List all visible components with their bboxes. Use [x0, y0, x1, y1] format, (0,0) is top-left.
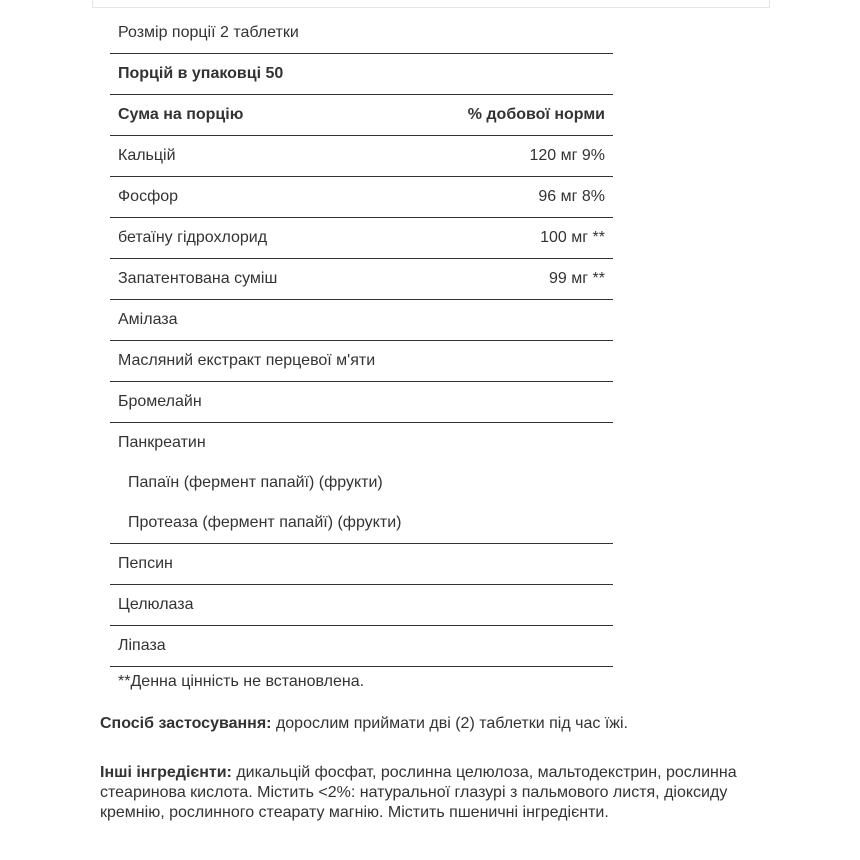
- pancreatin-subitem-row: [110, 463, 613, 503]
- nutrient-name: Бромелайн: [110, 382, 432, 423]
- supplement-facts-table: [110, 13, 613, 667]
- nutrient-value: [432, 626, 613, 667]
- nutrient-name: Пепсин: [110, 544, 432, 585]
- table-row: [110, 544, 613, 585]
- nutrient-name: Масляний екстракт перцевої м'яти: [110, 341, 432, 382]
- nutrient-name: Запатентована суміш: [110, 259, 432, 300]
- serving-size-row: [110, 13, 613, 54]
- usage-text: дорослим приймати дві (2) таблетки під час їжі.: [271, 715, 628, 732]
- nutrient-value: 100 мг **: [432, 218, 613, 259]
- table-row: [110, 136, 613, 177]
- nutrient-value: 96 мг 8%: [432, 177, 613, 218]
- nutrient-value: [432, 585, 613, 626]
- nutrient-name: Кальцій: [110, 136, 432, 177]
- table-row: [110, 341, 613, 382]
- servings-per-container-row: [110, 54, 613, 95]
- ingredients-label: Інші інгредієнти:: [100, 764, 232, 781]
- nutrient-name: Целюлаза: [110, 585, 432, 626]
- ingredients-text: дикальцій фосфат, рослинна целюлоза, мальтодекстрин, рослинна стеаринова кислота. Містить <2%: натуральної глазурі з пальмового листя, діоксиду кремнію, рослинного стеарату магнію. Містить пшеничні інгредієнти.: [100, 764, 737, 821]
- table-row: [110, 382, 613, 423]
- nutrient-name: Ліпаза: [110, 626, 432, 667]
- nutrient-name: Амілаза: [110, 300, 432, 341]
- header-amount-per-serving: Сума на порцію: [110, 95, 432, 136]
- header-daily-value: % добової норми: [432, 95, 613, 136]
- usage-paragraph: [100, 714, 760, 734]
- servings-per-container: Порцій в упаковці 50: [110, 54, 613, 95]
- table-header-row: [110, 95, 613, 136]
- usage-label: Спосіб застосування:: [100, 715, 272, 732]
- nutrient-name: Фосфор: [110, 177, 432, 218]
- pancreatin-name: Панкреатин: [118, 434, 206, 451]
- nutrient-value: [432, 300, 613, 341]
- nutrient-value: [432, 341, 613, 382]
- daily-value-footnote: **Денна цінність не встановлена.: [118, 673, 365, 690]
- table-row: [110, 626, 613, 667]
- nutrient-value: 99 мг **: [432, 259, 613, 300]
- table-row: [110, 300, 613, 341]
- container-top-border: [92, 0, 770, 8]
- table-row: [110, 218, 613, 259]
- pancreatin-subitem: Папаїн (фермент папайї) (фрукти): [128, 474, 383, 491]
- pancreatin-subitem-row: [110, 503, 613, 544]
- nutrient-name: бетаїну гідрохлорид: [110, 218, 432, 259]
- table-row: [110, 177, 613, 218]
- pancreatin-subitem: Протеаза (фермент папайї) (фрукти): [110, 503, 613, 544]
- table-row: [110, 585, 613, 626]
- table-row: [110, 259, 613, 300]
- nutrient-value: [432, 382, 613, 423]
- ingredients-paragraph: [100, 763, 760, 823]
- serving-size: Розмір порції 2 таблетки: [110, 13, 613, 54]
- nutrient-value: 120 мг 9%: [432, 136, 613, 177]
- pancreatin-row: [110, 423, 613, 464]
- nutrient-value: [432, 544, 613, 585]
